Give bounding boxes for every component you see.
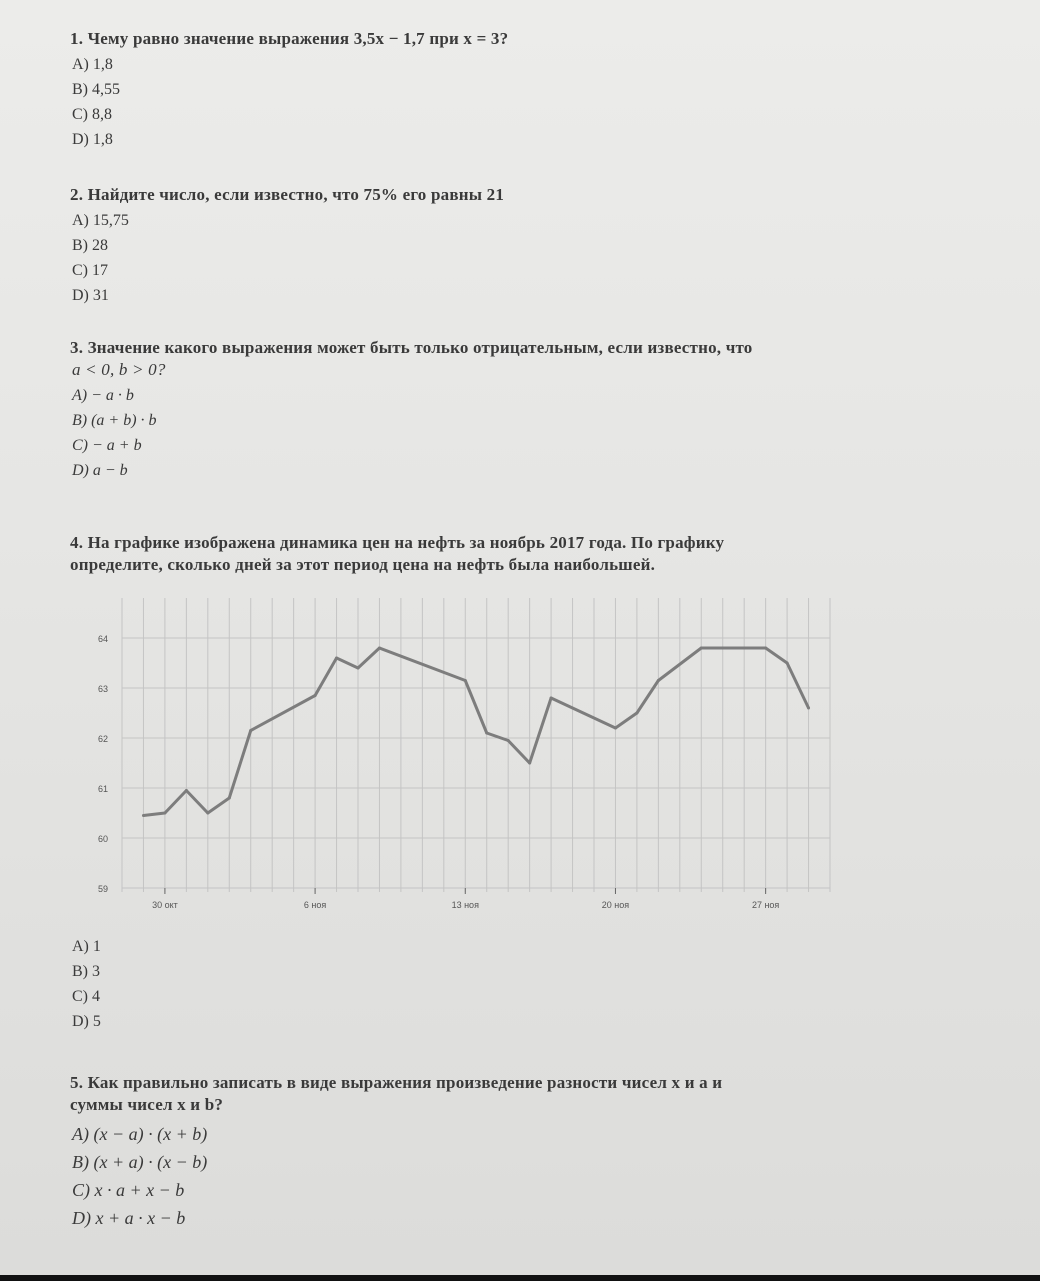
option: D) x + a · x − b: [72, 1208, 186, 1228]
option: C) 4: [72, 988, 100, 1005]
data-point: [786, 662, 789, 665]
question-3-title-line1: 3. Значение какого выражения может быть только отрицательным, если известно, что: [70, 338, 753, 357]
data-point: [378, 647, 381, 650]
data-point: [249, 729, 252, 732]
data-point: [657, 679, 660, 682]
data-point: [228, 797, 231, 800]
y-tick-label: 64: [98, 634, 109, 644]
option: C) − a + b: [72, 437, 142, 454]
data-point: [700, 647, 703, 650]
data-point: [528, 762, 531, 765]
y-tick-label: 59: [98, 884, 109, 894]
data-point: [764, 647, 767, 650]
option: B) (a + b) · b: [72, 412, 157, 429]
price-line: [143, 648, 808, 816]
question-2-title: 2. Найдите число, если известно, что 75% его равны 21: [70, 185, 505, 204]
option: C) x · a + x − b: [72, 1180, 185, 1200]
data-point: [550, 697, 553, 700]
y-tick-label: 61: [98, 784, 109, 794]
oil-price-chart: [80, 598, 840, 918]
x-tick-label: 30 окт: [152, 900, 178, 910]
data-point: [614, 727, 617, 730]
x-tick-label: 13 ноя: [451, 900, 479, 910]
question-5-title-line1: 5. Как правильно записать в виде выражения произведение разности чисел x и a и: [70, 1073, 723, 1092]
data-point: [142, 814, 145, 817]
data-point: [163, 812, 166, 815]
x-tick-label: 27 ноя: [751, 900, 780, 910]
question-3: [70, 337, 753, 483]
chart-svg: [80, 598, 840, 918]
option: B) 3: [72, 963, 100, 980]
option: A) 15,75: [72, 212, 129, 229]
y-tick-label: 63: [98, 684, 109, 694]
question-1: [70, 28, 508, 152]
question-4-title-line1: 4. На графике изображена динамика цен на нефть за ноябрь 2017 года. По графику: [70, 533, 725, 552]
y-tick-label: 62: [98, 734, 109, 744]
question-5-title-line2: суммы чисел x и b?: [70, 1095, 224, 1114]
option: D) 31: [72, 287, 109, 304]
question-1-title: 1. Чему равно значение выражения 3,5x − 1,7 при x = 3?: [70, 29, 509, 48]
data-point: [335, 657, 338, 660]
data-point: [464, 679, 467, 682]
option: C) 8,8: [72, 106, 112, 123]
y-tick-label: 60: [98, 834, 109, 844]
question-4-title-line2: определите, сколько дней за этот период цена на нефть была наибольшей.: [70, 555, 656, 574]
data-point: [206, 812, 209, 815]
question-3-title-line2: a < 0, b > 0?: [72, 360, 166, 379]
data-point: [314, 694, 317, 697]
question-5-options: [72, 1120, 722, 1232]
question-2: [70, 184, 504, 308]
data-point: [185, 789, 188, 792]
question-1-options: [72, 52, 508, 152]
option: D) 5: [72, 1013, 101, 1030]
data-point: [635, 712, 638, 715]
data-point: [507, 739, 510, 742]
question-4-options: [72, 934, 101, 1034]
data-point: [485, 732, 488, 735]
question-3-options: [72, 383, 753, 483]
question-2-options: [72, 208, 504, 308]
option: B) 4,55: [72, 81, 120, 98]
question-4-answers: [70, 932, 101, 1034]
option: D) a − b: [72, 462, 128, 479]
question-4: [70, 532, 724, 576]
option: B) 28: [72, 237, 108, 254]
option: A) (x − a) · (x + b): [72, 1124, 208, 1144]
option: D) 1,8: [72, 131, 113, 148]
option: B) (x + a) · (x − b): [72, 1152, 208, 1172]
question-5: [70, 1072, 722, 1232]
x-tick-label: 20 ноя: [601, 900, 630, 910]
option: A) − a · b: [72, 387, 134, 404]
option: A) 1,8: [72, 56, 113, 73]
data-point: [357, 667, 360, 670]
data-point: [807, 707, 810, 710]
option: A) 1: [72, 938, 101, 955]
option: C) 17: [72, 262, 108, 279]
x-tick-label: 6 ноя: [303, 900, 327, 910]
